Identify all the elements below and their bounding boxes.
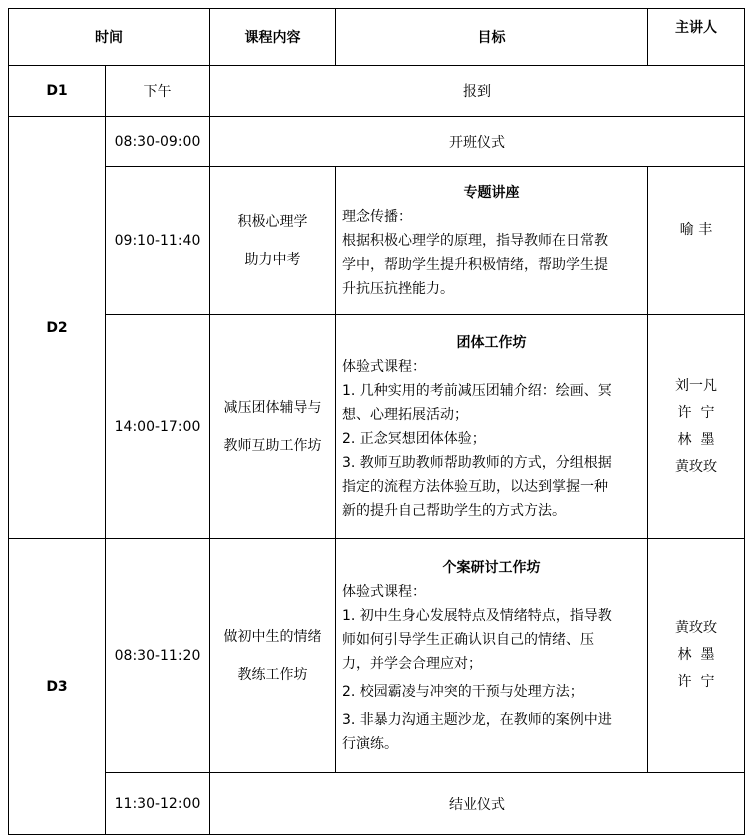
speaker-name: 黄玫玫	[675, 620, 717, 636]
goal-line: 指定的流程方法体验互助，以达到掌握一种	[342, 478, 608, 495]
activity-cell: 结业仪式	[210, 773, 745, 835]
time-cell: 下午	[106, 66, 210, 117]
course-cell	[210, 315, 336, 539]
time-cell: 08:30-09:00	[106, 117, 210, 167]
header-course: 课程内容	[210, 9, 336, 66]
goal-line: 理念传播：	[342, 208, 412, 225]
speaker-cell	[648, 315, 745, 539]
d3-case-row	[9, 539, 745, 773]
goal-line: 行演练。	[342, 735, 398, 752]
day-label: D3	[9, 539, 106, 835]
goal-cell	[336, 167, 648, 315]
d2-lecture-row	[9, 167, 745, 315]
speaker-name: 许 宁	[677, 674, 715, 690]
time-cell: 11:30-12:00	[106, 773, 210, 835]
course-line: 减压团体辅导与	[223, 399, 322, 416]
speaker-name: 刘一凡	[675, 377, 717, 394]
goal-line: 3. 非暴力沟通主题沙龙，在教师的案例中进	[342, 711, 612, 728]
header-goal: 目标	[336, 9, 648, 66]
activity-cell: 开班仪式	[210, 117, 745, 167]
goal-line: 力，并学会合理应对；	[342, 655, 482, 672]
goal-title: 个案研讨工作坊	[442, 559, 541, 576]
goal-line: 体验式课程：	[342, 358, 426, 375]
goal-line: 2. 正念冥想团体体验；	[342, 430, 486, 447]
course-line: 积极心理学	[237, 213, 308, 230]
d1-row	[9, 66, 745, 117]
goal-line: 根据积极心理学的原理，指导教师在日常教	[342, 232, 608, 249]
goal-line: 3. 教师互助教师帮助教师的方式，分组根据	[342, 454, 612, 471]
goal-line: 新的提升自己帮助学生的方式方法。	[342, 502, 566, 519]
day-label: D1	[9, 66, 106, 117]
course-cell	[210, 167, 336, 315]
speaker-cell	[648, 167, 745, 315]
goal-cell	[336, 539, 648, 773]
day-label: D2	[9, 117, 106, 539]
speaker-name: 林 墨	[677, 431, 715, 448]
speaker-cell	[648, 539, 745, 773]
goal-line: 2. 校园霸凌与冲突的干预与处理方法；	[342, 683, 584, 700]
speaker-name: 许 宁	[677, 404, 715, 421]
goal-line: 师如何引导学生正确认识自己的情绪、压	[342, 631, 594, 648]
time-cell: 09:10-11:40	[106, 167, 210, 315]
goal-title: 专题讲座	[463, 184, 520, 201]
course-cell	[210, 539, 336, 773]
course-line: 教练工作坊	[237, 666, 308, 683]
goal-line: 1. 几种实用的考前减压团辅介绍：绘画、冥	[342, 382, 612, 399]
goal-line: 体验式课程：	[342, 583, 426, 600]
goal-line: 1. 初中生身心发展特点及情绪特点，指导教	[342, 607, 612, 624]
speaker-name: 喻 丰	[679, 222, 713, 238]
course-line: 助力中考	[244, 251, 301, 268]
activity-cell: 报到	[210, 66, 745, 117]
header-speaker: 主讲人	[648, 9, 745, 66]
d2-opening-row	[9, 117, 745, 167]
schedule-table	[8, 8, 745, 835]
time-cell: 08:30-11:20	[106, 539, 210, 773]
header-row	[9, 9, 745, 66]
course-line: 教师互助工作坊	[223, 437, 322, 454]
d2-workshop-row	[9, 315, 745, 539]
goal-line: 学中，帮助学生提升积极情绪，帮助学生提	[342, 256, 608, 273]
course-line: 做初中生的情绪	[223, 628, 322, 645]
time-cell: 14:00-17:00	[106, 315, 210, 539]
goal-line: 升抗压抗挫能力。	[342, 280, 454, 297]
d3-closing-row	[9, 773, 745, 835]
goal-title: 团体工作坊	[456, 334, 527, 351]
goal-cell	[336, 315, 648, 539]
speaker-name: 林 墨	[677, 647, 715, 663]
goal-line: 想、心理拓展活动；	[342, 406, 468, 423]
header-time: 时间	[9, 9, 210, 66]
speaker-name: 黄玫玫	[675, 458, 717, 475]
